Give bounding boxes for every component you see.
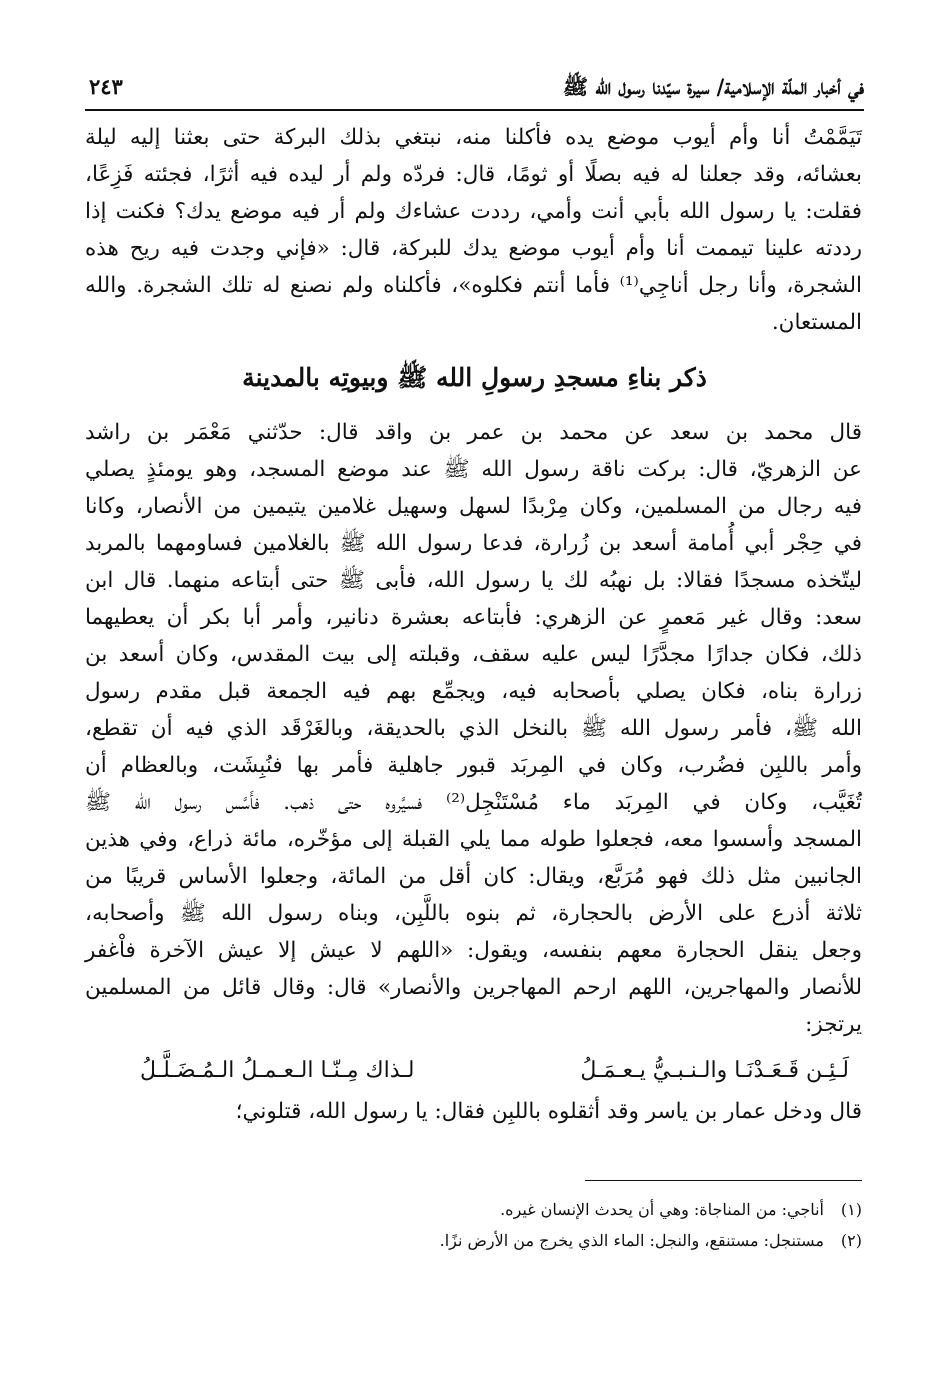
text-line: في حِجْر أبي أُمامة أسعد بن زُرارة، فدعا رسول الله ﷺ بالغلامين فساومهما بالمربد <box>85 531 862 556</box>
footnote <box>440 1231 862 1250</box>
header-rule <box>85 109 864 111</box>
page-number: ٢٤٣ <box>89 74 123 99</box>
text-line: زرارة بناه، فكان يصلي بأصحابه فيه، ويجمِّع بهم فيه الجمعة قبل مقدم رسول <box>85 679 862 704</box>
section-heading: ذكر بناءِ مسجدِ رسولِ الله ﷺ وبيوتِه بالمدينة <box>242 363 707 392</box>
text-line: سعد: وقال غير مَعمرٍ عن الزهري: فأبتاعه بعشرة دنانير، وأمر أبا بكر أن يعطيهما <box>85 605 862 630</box>
text-line: الله ﷺ، فأمر رسول الله ﷺ بالنخل الذي بالحديقة، وبالغَرْقَد الذي فيه أن تقطع، <box>85 716 862 741</box>
text-line: فقلت: يا رسول الله بأبي أنت وأمي، رددت عشاءك ولم أر فيه موضع يدك؟ فكنت إذا <box>85 199 862 224</box>
footnote-number: (٢) <box>840 1231 862 1250</box>
footnote-rule <box>585 1180 862 1181</box>
footnote-text: مستنجل: مستنقع، والنجل: الماء الذي يخرج من الأرض نزًا. <box>439 1231 824 1250</box>
text-line: وجعل ينقل الحجارة معهم بنفسه، ويقول: «اللهم لا عيش إلا عيش الآخرة فاْغفر <box>85 938 862 963</box>
text-line: تُغَيَّب، وكان في المِربَد ماء مُسْتَنْجِل⁽²⁾ فسيَّروه حتى ذهب. فأَسَّس رسول الله ﷺ <box>85 790 862 815</box>
text-line: رددته علينا تيممت أنا وأم أيوب موضع يدك للبركة، قال: «فإني وجدت فيه ريح هذه <box>85 236 862 261</box>
text-line: ثلاثة أذرع على الأرض بالحجارة، ثم بنوه باللَّبِن، وبناه رسول الله ﷺ وأصحابه، <box>85 901 862 926</box>
text-line: الجانبين مثل ذلك فهو مُرَبَّع، ويقال: كان أقل من المائة، وجعلوا الأساس قريبًا من <box>85 864 862 889</box>
running-title: في أخبار الملّة الإسلامية/ سيرة سيّدنا رسول الله ﷺ <box>562 74 864 99</box>
running-header <box>85 70 864 106</box>
poem-second-hemistich: لـذاك مِـنّـا الـعـمـلُ الـمُـضَـلَّـلُ <box>140 1058 415 1083</box>
poem-first-hemistich: لَـئِـن قَـعَـدْنَـا والـنـبـيُّ يـعـمَـلُ <box>580 1058 849 1083</box>
footnote <box>500 1200 862 1219</box>
text-line: المستعان. <box>771 310 862 335</box>
footnote-text: أناجي: من المناجاة: وهي أن يحدث الإنسان غيره. <box>500 1200 824 1219</box>
text-line: قال محمد بن سعد عن محمد بن عمر بن واقد قال: حدّثني مَعْمَر بن راشد <box>85 420 862 445</box>
text-line: ذلك، فكان جدارًا مجدَّرًا ليس عليه سقف، وقبلته إلى بيت المقدس، وكان أسعد بن <box>85 642 862 667</box>
text-line: المسجد وأسسوا معه، فجعلوا طوله مما يلي القبلة إلى مؤخّره، مائة ذراع، وفي هذين <box>85 827 862 852</box>
text-line: وأمر باللبِن فضُرب، وكان في المِربَد قبور جاهلية فأمر بها فنُبِشَت، وبالعظام أن <box>85 753 862 778</box>
paragraph-3: قال ودخل عمار بن ياسر وقد أثقلوه باللبِن فقال: يا رسول الله، قتلوني؛ <box>235 1099 862 1124</box>
text-line: فيه رجال من المسلمين، وكان مِرْبدًا لسهل وسهيل غلامين يتيمين من الأنصار، وكانا <box>85 494 862 519</box>
text-line: بعشائه، وقد جعلنا له فيه بصلًا أو ثومًا، قال: فردّه ولم أر ليده فيه أثرًا، فجئته فَزِعًا، <box>85 162 862 187</box>
text-line: تَيَمَّمْتُ أنا وأم أيوب موضع يده فأكلنا منه، نبتغي بذلك البركة حتى بعثنا إليه ليلة <box>85 125 862 150</box>
text-line: للأنصار والمهاجرين، اللهم ارحم المهاجرين والأنصار» قال: وقال قائل من المسلمين <box>85 975 862 1000</box>
text-line: ليتّخذه مسجدًا فقالا: بل نهبُه لك يا رسول الله، فأبى ﷺ حتى أبتاعه منهما. قال ابن <box>85 568 862 593</box>
text-line: عن الزهريّ، قال: بركت ناقة رسول الله ﷺ عند موضع المسجد، وهو يومئذٍ يصلي <box>85 457 862 482</box>
text-line: يرتجز: <box>805 1012 862 1037</box>
footnote-number: (١) <box>840 1200 862 1219</box>
text-line: الشجرة، وأنا رجل أناجِي⁽¹⁾ فأما أنتم فكلوه»، فأكلناه ولم نصنع له تلك الشجرة. والله <box>85 273 863 298</box>
